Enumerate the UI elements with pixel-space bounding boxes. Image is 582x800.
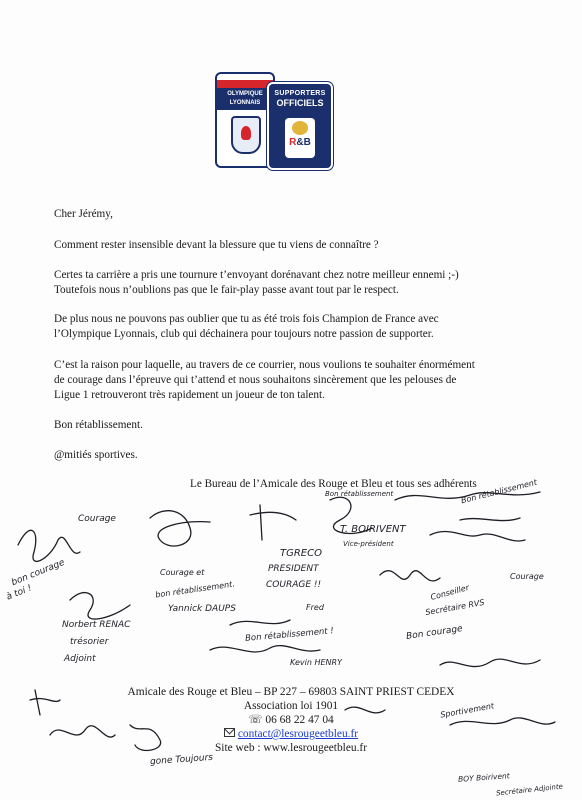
handwritten-bon-retablissement-1: Bon rétablissement (460, 477, 538, 506)
ol-logo-line1: OLYMPIQUE (227, 91, 263, 97)
handwritten-t-boirivent: T. BOIRIVENT (340, 524, 406, 535)
footer-association: Association loi 1901 (243, 700, 339, 712)
handwritten-norbert-renac: Norbert RENAC (62, 620, 131, 630)
handwritten-secretaire-rvs: Secrétaire RVS (424, 597, 486, 618)
badge-amp: & (296, 137, 304, 148)
officiels-label: OFFICIELS (276, 98, 324, 108)
handwritten-tresorier: trésorier (70, 637, 109, 647)
signature-scribble-11 (210, 646, 320, 652)
badge-b: B (303, 137, 311, 148)
letter-paragraph-4 (54, 358, 540, 403)
rouge-bleu-badge-icon (285, 118, 315, 158)
signature-scribble-6 (460, 518, 520, 521)
handwritten-bon-retablissement-3: bon rétablissement. (154, 579, 236, 600)
handwritten-tgreco: TGRECO (280, 548, 322, 559)
supporters-officiels-logo (267, 82, 333, 170)
handwritten-yannick-daups: Yannick DAUPS (168, 604, 236, 614)
lion-crest-icon (231, 116, 261, 154)
paragraph-4-line-3: Ligue 1 retrouveront très rapidement un joueur de ton talent. (54, 389, 325, 401)
handwritten-fred: Fred (306, 603, 324, 612)
letter-paragraph-2 (54, 268, 540, 298)
signature-scribble-1 (18, 530, 80, 561)
letter-paragraph-6 (54, 448, 540, 463)
handwritten-secretaire-adjointe: Secrétaire Adjointe (495, 782, 564, 798)
signature-scribble-9 (430, 531, 525, 541)
handwritten-bon-retablissement-4: Bon rétablissement ! (244, 626, 335, 644)
salutation-text: Cher Jérémy, (54, 208, 113, 220)
handwritten-courage-1: Courage (78, 514, 116, 524)
signature-line: Le Bureau de l’Amicale des Rouge et Bleu et tous ses adhérents (190, 478, 477, 490)
letter-paragraph-3 (54, 312, 540, 342)
paragraph-1-text: Comment rester insensible devant la blessure que tu viens de connaître ? (54, 239, 379, 251)
signature-scribble-12 (440, 659, 540, 666)
letter-paragraph-1 (54, 238, 540, 253)
paragraph-6-text: @mitiés sportives. (54, 449, 138, 461)
footer-phone: 06 68 22 47 04 (265, 714, 334, 726)
handwritten-vice-president: Vice-président (343, 540, 394, 548)
handwritten-kevin-henry: Kevin HENRY (290, 658, 342, 667)
paragraph-5-text: Bon rétablissement. (54, 419, 143, 431)
handwritten-bon-courage: bon courage (10, 557, 67, 589)
signature-scribble-3 (250, 505, 296, 540)
phone-icon: ☏ (248, 714, 266, 726)
handwritten-courage-exclam: COURAGE !! (266, 580, 322, 590)
mail-icon (224, 728, 235, 737)
footer-address: Amicale des Rouge et Bleu – BP 227 – 69803 SAINT PRIEST CEDEX (127, 686, 455, 698)
handwritten-boy-boirivent: BOY Boirivent (457, 771, 511, 784)
handwritten-bon-retablissement-2: Bon rétablissement (325, 490, 394, 498)
handwritten-gone-toujours: gone Toujours (149, 752, 214, 768)
handwritten-conseiller: Conseiller (429, 583, 471, 602)
paragraph-2-line-1: Certes ta carrière a pris une tournure t’envoyant dorénavant chez notre meilleur ennemi ;-) (54, 269, 459, 281)
paragraph-2-line-2: Toutefois nous n’oublions pas que le fair-play passe avant tout par le respect. (54, 284, 399, 296)
signature-scribble-2 (150, 511, 210, 546)
signature-scribble-10 (230, 620, 290, 625)
handwritten-sportivement: Sportivement (439, 701, 495, 720)
handwritten-president: PRESIDENT (268, 564, 319, 574)
letter-salutation (54, 207, 540, 222)
paragraph-4-line-1: C’est la raison pour laquelle, au travers de ce courrier, nous voulions te souhaiter énormément (54, 359, 475, 371)
badge-r: R (289, 137, 297, 148)
handwritten-a-toi: à toi ! (5, 583, 34, 603)
ol-logo-line2: LYONNAIS (229, 100, 261, 106)
paragraph-3-line-1: De plus nous ne pouvons pas oublier que tu as été trois fois Champion de France avec (54, 313, 439, 325)
paragraph-3-line-2: l’Olympique Lyonnais, club qui déchainera pour toujours notre passion de supporter. (54, 328, 434, 340)
paragraph-4-line-2: de courage dans l’épreuve qui t’attend et nous souhaitons sincèrement que les pelouses de (54, 374, 457, 386)
handwritten-courage-2: Courage (510, 572, 544, 581)
footer-email-link[interactable]: contact@lesrougeetbleu.fr (237, 728, 359, 740)
signature-scribble-8 (380, 571, 440, 581)
letter-paragraph-5 (54, 418, 540, 433)
club-logos (215, 72, 333, 168)
handwritten-adjoint: Adjoint (64, 654, 96, 664)
footer-phone-line (0, 713, 582, 728)
footer-website[interactable]: Site web : www.lesrougeetbleu.fr (214, 742, 368, 754)
supporters-label: SUPPORTERS (274, 90, 326, 97)
olympique-lyonnais-logo (215, 72, 275, 168)
signature-scribble-7 (70, 593, 130, 619)
handwritten-courage-et: Courage et (160, 568, 205, 577)
handwritten-bon-courage-2: Bon courage (405, 624, 464, 642)
footer-email-line (0, 727, 582, 742)
